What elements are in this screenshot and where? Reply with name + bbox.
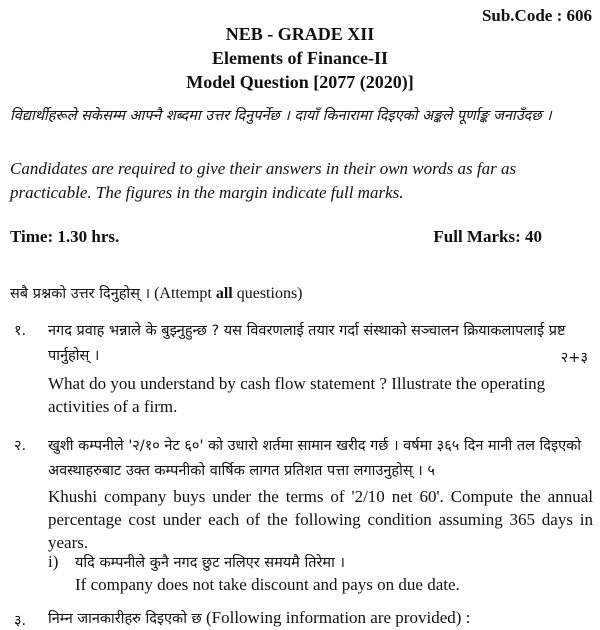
model-question-title: Model Question [2077 (2020)] xyxy=(186,72,414,92)
question-1-marks: २+३ xyxy=(560,350,588,366)
attempt-english-post: questions) xyxy=(232,285,303,302)
question-3-nepali: निम्न जानकारीहरु दिइएको छ xyxy=(48,611,202,627)
attempt-instruction xyxy=(10,283,303,303)
question-2-sub-english: If company does not take discount and pays on due date. xyxy=(75,575,460,594)
question-1-english: What do you understand by cash flow statement ? Illustrate the operating activities of a firm. xyxy=(48,374,546,416)
full-marks: Full Marks: 40 xyxy=(433,227,542,246)
exam-header xyxy=(0,22,600,94)
instructions-nepali: विद्यार्थीहरूले सकेसम्म आफ्नै शब्दमा उत्तर दिनुपर्नेछ । दायाँ किनारामा दिइएको अङ्कले पूर्णाङ्क जनाउँदछ । xyxy=(10,108,552,124)
board-title: NEB - GRADE XII xyxy=(225,24,375,44)
time-allowed: Time: 1.30 hrs. xyxy=(10,227,120,246)
question-3-english: (Following information are provided) : xyxy=(201,608,471,627)
question-2-sub-label: i) xyxy=(48,552,59,571)
attempt-english-bold: all xyxy=(215,285,233,302)
question-1-nepali: नगद प्रवाह भन्नाले के बुझ्नुहुन्छ ? यस विवरणलाई तयार गर्दा संस्थाको सञ्चालन क्रियाकलापलाई प्रष्ट पार्नुहोस् । xyxy=(48,323,566,364)
question-3-text xyxy=(48,608,593,628)
question-1-number: १. xyxy=(14,323,27,339)
attempt-nepali: सबै प्रश्नको उत्तर दिनुहोस् । xyxy=(10,286,151,302)
subject-code: Sub.Code : 606 xyxy=(481,6,592,25)
subject-title: Elements of Finance-II xyxy=(212,48,388,68)
question-3-number: ३. xyxy=(14,613,27,629)
attempt-english-pre: (Attempt xyxy=(150,285,216,302)
question-2-number: २. xyxy=(14,438,27,454)
question-2-nepali: खुशी कम्पनीले '२/१० नेट ६०' को उधारो शर्तमा सामान खरीद गर्छ । वर्षमा ३६५ दिन मानी तल दिइएको अवस्थाहरुबाट उक्त कम्पनीको वार्षिक लागत प्रतिशत पत्ता लगाउनुहोस् । ५ xyxy=(48,438,582,479)
question-2-english: Khushi company buys under the terms of '2/10 net 60'. Compute the annual percentage cost under each of the following condition assuming 365 days in years. xyxy=(48,487,593,552)
instructions-english: Candidates are required to give their answers in their own words as far as practicable. The figures in the margin indicate full marks. xyxy=(10,159,517,202)
question-2-sub-nepali: यदि कम्पनीले कुनै नगद छुट नलिएर समयमै तिरेमा । xyxy=(75,555,345,571)
